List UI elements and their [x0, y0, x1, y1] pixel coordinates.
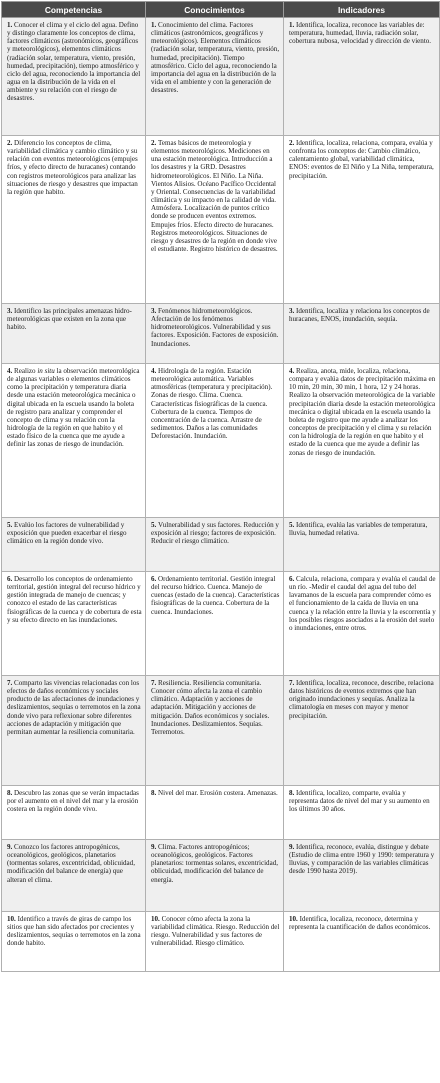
competencia-text: Comparto las vivencias relacionadas con los efectos de daños económicos y sociales producto de las afectaciones de inundaciones y deslizamientos, sequías o terremotos en la zona donde vivo para reflexionar sobre diferentes acciones de adaptación y mitigación que permitan aumentar la resiliencia comunitaria.: [7, 679, 141, 736]
item-number: 6.: [7, 575, 15, 583]
competencia-text: Identifico a través de giras de campo los sitios que han sido afectados por crecientes y deslizamientos, sequías o terremotos en la zona donde habito.: [7, 915, 141, 948]
item-number: 9.: [151, 843, 159, 851]
item-number: 1.: [7, 21, 15, 29]
table-row: [2, 136, 440, 304]
competencia-cell: [2, 786, 146, 840]
indicador-text: Calcula, relaciona, compara y evalúa el caudal de un río. -Medir el caudal del agua del tubo del lavamanos de la escuela para comprender cómo es el funcionamiento de la caída de lluvia en una cuenca y la relación entre la lluvia y la escorrentía y los posibles riesgos asociados a la erosión del suelo o inundaciones, entre otros.: [289, 575, 436, 632]
competencia-cell: [2, 518, 146, 572]
indicador-text: Identifica, reconoce, evalúa, distingue y debate (Estudio de clima entre 1960 y 1990: temperatura y lluvias, y comparación de las variables climáticas desde 1990 hasta 2019).: [289, 843, 435, 876]
conocimiento-cell: [146, 912, 284, 972]
item-number: 3.: [7, 307, 15, 315]
indicador-text: Identifica, localiza, reconoce las variables de: temperatura, humedad, lluvia, radiación solar, cobertura nubosa, velocidad y dirección de viento.: [289, 21, 432, 46]
competencias-table: [1, 1, 440, 972]
indicador-cell: [284, 786, 440, 840]
conocimiento-text: Conocer cómo afecta la zona la variabilidad climática. Riesgo. Reducción del riesgo. Vulnerabilidad y sus factores de vulnerabilidad. Riesgo climático.: [151, 915, 280, 948]
indicador-cell: [284, 518, 440, 572]
table-body: [2, 18, 440, 972]
item-number: 4.: [7, 367, 15, 375]
conocimiento-text: Vulnerabilidad y sus factores. Reducción y exposición al riesgo; factores de exposición. Reducir el riesgo climático.: [151, 521, 279, 546]
table-row: [2, 518, 440, 572]
conocimiento-cell: [146, 18, 284, 136]
item-number: 6.: [151, 575, 159, 583]
header-conocimientos: Conocimientos: [146, 2, 284, 18]
competencia-cell: [2, 136, 146, 304]
item-number: 10.: [151, 915, 162, 923]
conocimiento-cell: [146, 840, 284, 912]
table-row: [2, 364, 440, 518]
item-number: 1.: [151, 21, 159, 29]
item-number: 5.: [289, 521, 297, 529]
competencia-text: Conocer el clima y el ciclo del agua. Defino y distingo claramente los conceptos de clima, factores climáticos (astronómicos, geográficos y meteorológicos), elementos climáticos (radiación solar, temperatura, viento, presión, humedad, precipitación), tiempo atmosférico y ciclo del agua, reconociendo la importancia del agua en la distribución de la vida en el ambiente y su relación con el riesgo de desastres.: [7, 21, 141, 103]
competencia-text: Identifico las principales amenazas hidro-meteorológicas que existen en la zona que habito.: [7, 307, 132, 332]
in-situ-term: in situ: [37, 367, 55, 375]
competencia-cell: [2, 304, 146, 364]
item-number: 6.: [289, 575, 297, 583]
conocimiento-text: Resiliencia. Resiliencia comunitaria. Conocer cómo afecta la zona el cambio climático. Adaptación y acciones de adaptación. Mitigación y acciones de mitigación. Daños económicos y sociales. Inundaciones. Deslizamientos. Sequías. Terremotos.: [151, 679, 270, 736]
competencia-text: Diferencio los conceptos de clima, variabilidad climática y cambio climático y su relación con eventos meteorológicos (empujes fríos, y efecto directo de huracanes) contando con registros meteorológicos para analizar las situaciones de riesgo y desastres que impactan la región que habito.: [7, 139, 138, 196]
header-row: [2, 2, 440, 18]
conocimiento-text: Temas básicos de meteorología y elementos meteorológicos. Mediciones en una estación meteorológica. Introducción a los desastres y la GRD. Desastres hidrometeorológicos. El Niño. La Niña. Vientos Alisios. Océano Pacífico Occidental y Oriental. Consecuencias de la variabilidad climática y su impacto en la calidad de vida. Atmósfera. Localización de puntos crítico donde se producen eventos extremos. Empujes fríos. Efecto directo de huracanes. Registros meteorológicos. Situaciones de riesgo y desastres de la región en donde vive el estudiante. Registro histórico de desastres.: [151, 139, 278, 254]
item-number: 7.: [151, 679, 159, 687]
table-header: [2, 2, 440, 18]
conocimiento-cell: [146, 518, 284, 572]
item-number: 4.: [151, 367, 159, 375]
indicador-text: Identifica, localiza, relaciona, compara, evalúa y confronta los conceptos de: Cambio climático, calentamiento global, variabilidad climática, ENOS: eventos de El Niño y La Niña, temperatura, precipitación.: [289, 139, 434, 180]
item-number: 3.: [289, 307, 297, 315]
competencia-cell: [2, 840, 146, 912]
item-number: 8.: [289, 789, 297, 797]
indicador-cell: [284, 572, 440, 676]
table-row: [2, 912, 440, 972]
competencia-cell: [2, 912, 146, 972]
item-number: 4.: [289, 367, 297, 375]
conocimiento-text: Hidrología de la región. Estación meteorológica automática. Variables atmosféricas (temperatura y precipitación). Zonas de riesgo. Clima. Cuenca. Características fisiográficas de la cuenca. Cobertura de la cuenca. Tiempos de concentración de la cuenca. Arrastre de sedimentos. Daños a las comunidades Deforestación. Inundación.: [151, 367, 273, 441]
conocimiento-text: Ordenamiento territorial. Gestión integral del recurso hídrico. Cuenca. Manejo de cuencas (estado de la cuenca). Características fisiográficas de la cuenca. Cobertura de la cuenca. Inundaciones.: [151, 575, 280, 616]
header-competencias: Competencias: [2, 2, 146, 18]
indicador-text: Identifica, localiza, reconoce, describe, relaciona datos históricos de eventos extremos que han originado inundaciones y sequías. Analiza la climatología en meses con mayor y menor precipitación.: [289, 679, 434, 720]
item-number: 7.: [7, 679, 15, 687]
indicador-text: Realiza, anota, mide, localiza, relaciona, compara y evalúa datos de precipitación máxima en 10 min, 20 min, 30 min, 1 hora, 12 y 24 horas. Realizo la observación meteorológica de la variable precipitación diaria desde la estación meteorológica mecánica o digital ubicada en la escuela usando la boleta de registro que me ayude a analizar los conceptos de precipitación y el clima y su relación con la hidrología de la región en que habito y el estado de la cuenca que me ayude a definir las zonas de riesgo de inundación.: [289, 367, 436, 457]
item-number: 1.: [289, 21, 297, 29]
table-row: [2, 840, 440, 912]
header-indicadores: Indicadores: [284, 2, 440, 18]
indicador-cell: [284, 912, 440, 972]
table-row: [2, 18, 440, 136]
table-row: [2, 304, 440, 364]
competencia-text: Evalúo los factores de vulnerabilidad y exposición que pueden exacerbar el riesgo climático en la región donde vivo.: [7, 521, 127, 546]
item-number: 7.: [289, 679, 297, 687]
indicador-text: Identifica, localiza y relaciona los conceptos de huracanes, ENOS, inundación, sequía.: [289, 307, 430, 324]
indicador-cell: [284, 304, 440, 364]
indicador-cell: [284, 676, 440, 786]
conocimiento-cell: [146, 364, 284, 518]
conocimiento-cell: [146, 786, 284, 840]
competencia-text: Realizo: [14, 367, 38, 375]
item-number: 2.: [7, 139, 15, 147]
item-number: 5.: [151, 521, 159, 529]
item-number: 10.: [289, 915, 300, 923]
item-number: 2.: [289, 139, 297, 147]
conocimiento-text: Fenómenos hidrometeorológicos. Afectación de los fenómenos hidrometeorológicos. Vulnerabilidad y sus factores. Exposición. Factores de exposición. Inundaciones.: [151, 307, 279, 348]
conocimiento-cell: [146, 136, 284, 304]
item-number: 8.: [151, 789, 159, 797]
table-row: [2, 572, 440, 676]
item-number: 2.: [151, 139, 159, 147]
competencia-text: Desarrollo los conceptos de ordenamiento territorial, gestión integral del recurso hídrico y gestión integrada de manejo de cuencas; y conozco el estado de las características fisiográficas de la cuenca y de cobertura de esta y su efecto directo en las inundaciones.: [7, 575, 142, 624]
table-row: [2, 676, 440, 786]
competencia-cell: [2, 18, 146, 136]
competencia-text: la observación meteorológica de algunas variables o elementos climáticos como la precipitación y temperatura diaria desde una estación meteorológica mecánica o digital ubicada en la escuela usando la boleta de registro para analizar y comprender el concepto de clima y su relación con la hidrología de la región en que habito y el estado físico de la cuenca que me ayude a definir las zonas de riesgo de inundación.: [7, 367, 140, 449]
conocimiento-text: Nivel del mar. Erosión costera. Amenazas.: [158, 789, 278, 797]
indicador-cell: [284, 18, 440, 136]
item-number: 8.: [7, 789, 15, 797]
conocimiento-text: Clima. Factores antropogénicos; oceanológicos, geológicos. Factores planetarios: tormentas solares, excentricidad, oblicuidad, modificación del balance de energía.: [151, 843, 278, 884]
indicador-cell: [284, 840, 440, 912]
item-number: 10.: [7, 915, 18, 923]
item-number: 3.: [151, 307, 159, 315]
item-number: 9.: [289, 843, 297, 851]
indicador-cell: [284, 136, 440, 304]
conocimiento-cell: [146, 572, 284, 676]
competencia-cell: [2, 676, 146, 786]
table-row: [2, 786, 440, 840]
item-number: 9.: [7, 843, 15, 851]
conocimiento-cell: [146, 676, 284, 786]
indicador-text: Identifica, localiza, reconoce, determina y representa la cuantificación de daños económicos.: [289, 915, 431, 932]
indicador-cell: [284, 364, 440, 518]
conocimiento-text: Conocimiento del clima. Factores climáticos (astronómicos, geográficos y meteorológicos). Elementos climáticos (radiación solar, temperatura, viento, presión, humedad, precipitación). Tiempo atmosférico. Ciclo del agua, reconociendo la importancia del agua en la distribución de la vida en el ambiente y con la generación de desastres.: [151, 21, 280, 95]
competencia-cell: [2, 364, 146, 518]
competencia-text: Descubro las zonas que se verán impactadas por el aumento en el nivel del mar y la erosión costera en la región donde vivo.: [7, 789, 139, 814]
indicador-text: Identifica, evalúa las variables de temperatura, lluvia, humedad relativa.: [289, 521, 428, 538]
indicador-text: Identifica, localizo, comparte, evalúa y representa datos de nivel del mar y su aumento en los últimos 30 años.: [289, 789, 430, 814]
conocimiento-cell: [146, 304, 284, 364]
competencia-cell: [2, 572, 146, 676]
item-number: 5.: [7, 521, 15, 529]
competencia-text: Conozco los factores antropogénicos, oceanológicos, geológicos, planetarios (tormentas solares, excentricidad, oblicuidad, modificación del balance de energía) que alteran el clima.: [7, 843, 135, 884]
